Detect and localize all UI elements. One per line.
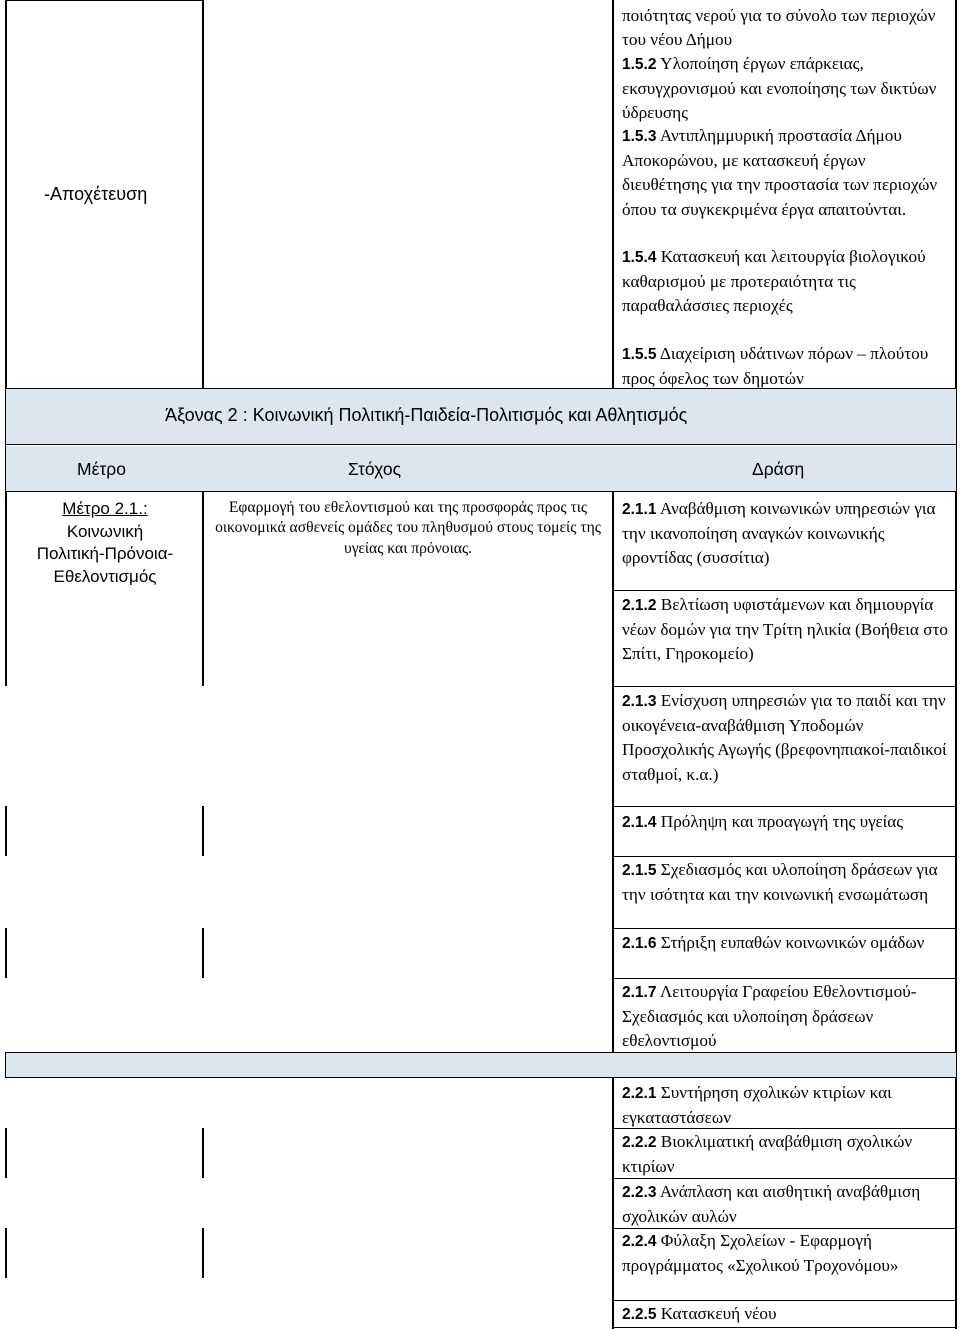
- action-1-5-2: 1.5.2 Υλοποίηση έργων επάρκειας, εκσυγχρονισμού και ενοποίησης των δικτύων ύδρευσης: [622, 54, 937, 123]
- action-1-5-4: 1.5.4 Κατασκευή και λειτουργία βιολογικού καθαρισμού με προτεραιότητα τις παραθαλάσσιες περιοχές: [622, 247, 926, 316]
- sewerage-label: -Αποχέτευση: [44, 184, 148, 204]
- action-1-5-3: 1.5.3 Αντιπλημμυρική προστασία Δήμου Αποκορώνου, με κατασκευή έργων διευθέτησης για την προστασία των περιοχών όπου τα συγκεκριμένα έργα απαιτούνται.: [622, 126, 938, 219]
- column-header-drasi: Δράση: [752, 459, 805, 479]
- action-1-5-5: 1.5.5 Διαχείριση υδάτινων πόρων – πλούτου προς όφελος των δημοτών: [622, 344, 929, 389]
- action-2-2-4: 2.2.4 Φύλαξη Σχολείων - Εφαρμογή προγράμματος «Σχολικού Τροχονόμου»: [622, 1231, 899, 1276]
- column-header-band: [6, 446, 956, 491]
- action-2-1-2: 2.1.2 Βελτίωση υφιστάμενων και δημιουργία νέων δομών για την Τρίτη ηλικία (Βοήθεια στο Σπίτι, Γηροκομείο): [622, 595, 948, 664]
- action-2-1-5: 2.1.5 Σχεδιασμός και υλοποίηση δράσεων για την ισότητα και την κοινωνική ενσωμάτωση: [622, 860, 938, 905]
- action-2-1-6: 2.1.6 Στήριξη ευπαθών κοινωνικών ομάδων: [622, 933, 925, 952]
- axis-title: Άξονας 2 : Κοινωνική Πολιτική-Παιδεία-Πολιτισμός και Αθλητισμός: [165, 405, 688, 425]
- column-header-stoxos: Στόχος: [348, 459, 402, 479]
- action-2-1-1: 2.1.1 Αναβάθμιση κοινωνικών υπηρεσιών για την ικανοποίηση αναγκών κοινωνικής φροντίδας (συσσίτια): [622, 499, 936, 568]
- measure-2-1-goal: Εφαρμογή του εθελοντισμού και της προσφοράς προς τις οικονομικά ασθενείς ομάδες του πληθυσμού στους τομείς της υγείας και πρόνοιας.: [215, 499, 601, 557]
- action-2-2-1: 2.2.1 Συντήρηση σχολικών κτιρίων και εγκαταστάσεων: [622, 1083, 892, 1128]
- action-2-1-3: 2.1.3 Ενίσχυση υπηρεσιών για το παιδί και την οικογένεια-αναβάθμιση Υποδομών Προσχολικής Αγωγής (βρεφονηπιακοί-παιδικοί σταθμοί, κ.α.): [622, 691, 947, 784]
- measure-separator-band: [6, 1053, 956, 1077]
- intro-text: ποιότητας νερού για το σύνολο των περιοχών του νέου Δήμου: [622, 6, 936, 50]
- action-2-2-2: 2.2.2 Βιοκλιματική αναβάθμιση σχολικών κτιρίων: [622, 1132, 913, 1177]
- action-2-1-7: 2.1.7 Λειτουργία Γραφείου Εθελοντισμού-Σχεδιασμός και υλοποίηση δράσεων εθελοντισμού: [622, 982, 917, 1051]
- measure-2-1-title: Μέτρο 2.1.: Κοινωνική Πολιτική-Πρόνοια- Εθελοντισμός: [36, 499, 174, 586]
- action-2-2-5: 2.2.5 Κατασκευή νέου: [622, 1304, 777, 1323]
- action-2-1-4: 2.1.4 Πρόληψη και προαγωγή της υγείας: [622, 812, 904, 831]
- column-header-metro: Μέτρο: [77, 459, 126, 479]
- action-2-2-3: 2.2.3 Ανάπλαση και αισθητική αναβάθμιση σχολικών αυλών: [622, 1182, 921, 1227]
